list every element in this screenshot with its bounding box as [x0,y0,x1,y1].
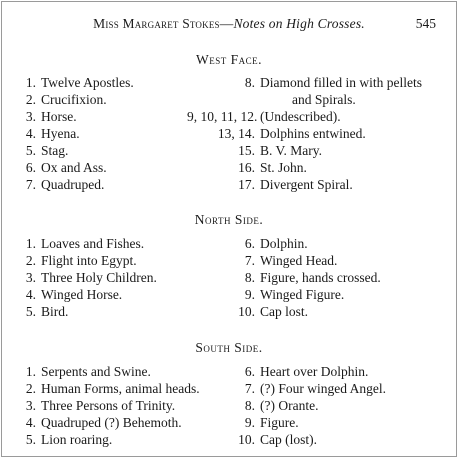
south-item-10: 10. Cap (lost). [238,432,317,447]
west-item-5: 5. Stag. [25,143,69,158]
west-item-17: 17. Divergent Spiral. [238,177,353,192]
west-item-4: 4. Hyena. [25,126,80,141]
south-item-2: 2. Human Forms, animal heads. [25,381,200,396]
south-item-5: 5. Lion roaring. [25,432,113,447]
west-item-16: 16. St. John. [238,160,307,175]
running-title [2,16,456,32]
running-title-author: Miss Margaret Stokes— [93,16,234,31]
north-item-7: 7. Winged Head. [244,253,338,268]
south-item-3: 3. Three Persons of Trinity. [25,398,176,413]
section-heading-west-face: West Face. [195,52,262,67]
page-number: 545 [415,16,436,31]
north-item-2: 2. Flight into Egypt. [25,253,137,268]
north-item-5: 5. Bird. [25,304,69,319]
north-item-3: 3. Three Holy Children. [25,270,157,285]
west-item-7: 7. Quadruped. [25,177,105,192]
north-item-1: 1. Loaves and Fishes. [25,236,145,251]
west-item-8-continuation: and Spirals. [292,92,356,107]
section-heading-north-side: North Side. [194,212,264,227]
running-header [2,16,456,34]
west-item-3: 3. Horse. [25,109,77,124]
north-item-9: 9. Winged Figure. [244,287,345,302]
south-item-6: 6. Heart over Dolphin. [244,364,369,379]
north-item-4: 4. Winged Horse. [25,287,123,302]
west-item-2: 2. Crucifixion. [25,92,107,107]
west-item-1: 1. Twelve Apostles. [25,75,134,90]
south-item-8: 8. (?) Orante. [244,398,319,413]
south-item-7: 7. (?) Four winged Angel. [244,381,386,396]
west-item-6: 6. Ox and Ass. [25,160,107,175]
west-item-8: 8. Diamond filled in with pellets [244,75,422,90]
north-item-6: 6. Dolphin. [244,236,308,251]
north-item-8: 8. Figure, hands crossed. [244,270,381,285]
running-title-subject: Notes on High Crosses. [233,16,365,31]
west-item-15: 15. B. V. Mary. [238,143,323,158]
document-page [1,1,457,457]
west-item-13-14: 13, 14. Dolphins entwined. [217,126,366,141]
south-item-1: 1. Serpents and Swine. [25,364,151,379]
section-heading-south-side: South Side. [195,340,263,355]
west-item-9-12: 9, 10, 11, 12. (Undescribed). [187,109,341,124]
north-item-10: 10. Cap lost. [238,304,309,319]
south-item-9: 9. Figure. [244,415,299,430]
south-item-4: 4. Quadruped (?) Behemoth. [25,415,182,430]
